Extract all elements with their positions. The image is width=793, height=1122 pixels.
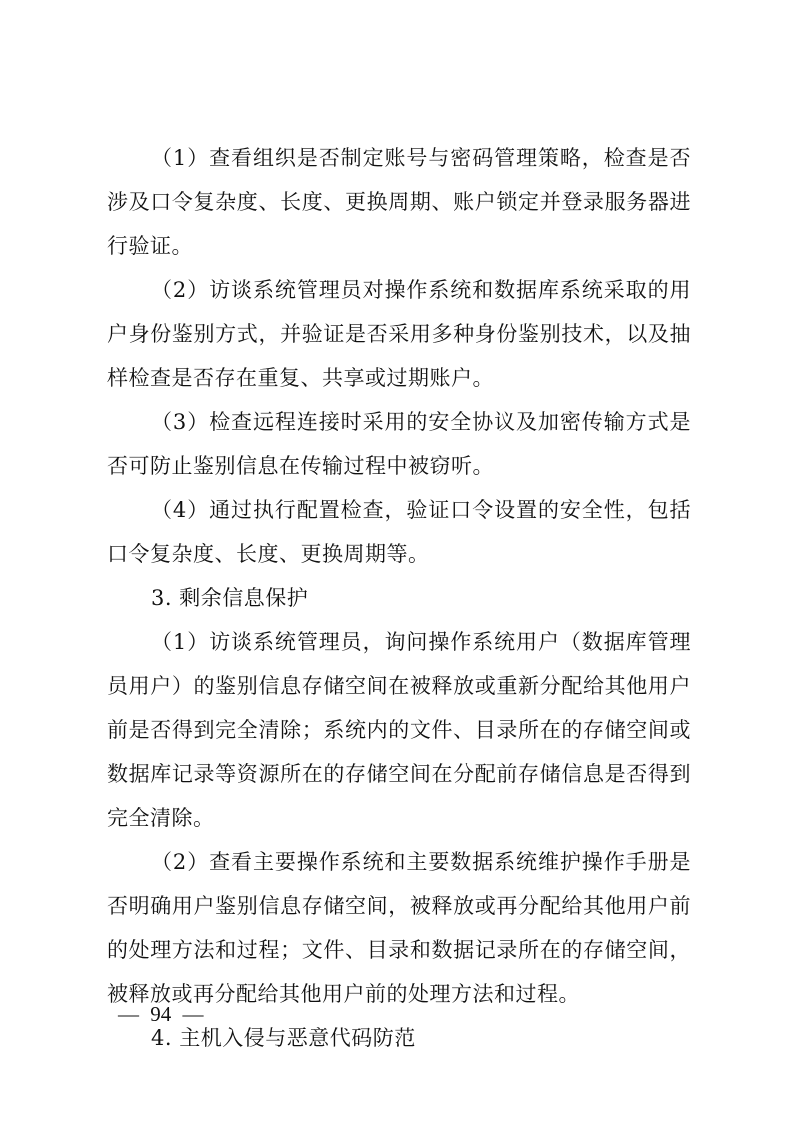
section-heading-intrusion-prevention: 4. 主机入侵与恶意代码防范 [151, 1026, 416, 1050]
paragraph-interview-authentication: （2）访谈系统管理员对操作系统和数据库系统采取的用户身份鉴别方式，并验证是否采用多种身份鉴别技术，以及抽样检查是否存在重复、共享或过期账户。 [107, 278, 691, 390]
footer-dash-right: — [182, 1002, 204, 1026]
page-footer [112, 1000, 210, 1028]
section-heading-residual-info: 3. 剩余信息保护 [151, 586, 309, 610]
paragraph-maintenance-manual: （2）查看主要操作系统和主要数据系统维护操作手册是否明确用户鉴别信息存储空间，被释放或再分配给其他用户前的处理方法和过程；文件、目录和数据记录所在的存储空间，被释放或再分配给其他用户前的处理方法和过程。 [107, 850, 691, 1006]
paragraph-password-config-check: （4）通过执行配置检查，验证口令设置的安全性，包括口令复杂度、长度、更换周期等。 [107, 498, 691, 566]
page-number: 94 [150, 1002, 172, 1026]
paragraph-interview-residual-info: （1）访谈系统管理员，询问操作系统用户（数据库管理员用户）的鉴别信息存储空间在被释放或重新分配给其他用户前是否得到完全清除；系统内的文件、目录所在的存储空间或数据库记录等资源所在的存储空间在分配前存储信息是否得到完全清除。 [107, 630, 691, 830]
paragraph-check-password-policy: （1）查看组织是否制定账号与密码管理策略，检查是否涉及口令复杂度、长度、更换周期、账户锁定并登录服务器进行验证。 [107, 146, 691, 258]
paragraph-remote-connection-protocol: （3）检查远程连接时采用的安全协议及加密传输方式是否可防止鉴别信息在传输过程中被窃听。 [107, 410, 691, 478]
footer-dash-left: — [118, 1002, 139, 1026]
document-body [107, 136, 691, 1060]
